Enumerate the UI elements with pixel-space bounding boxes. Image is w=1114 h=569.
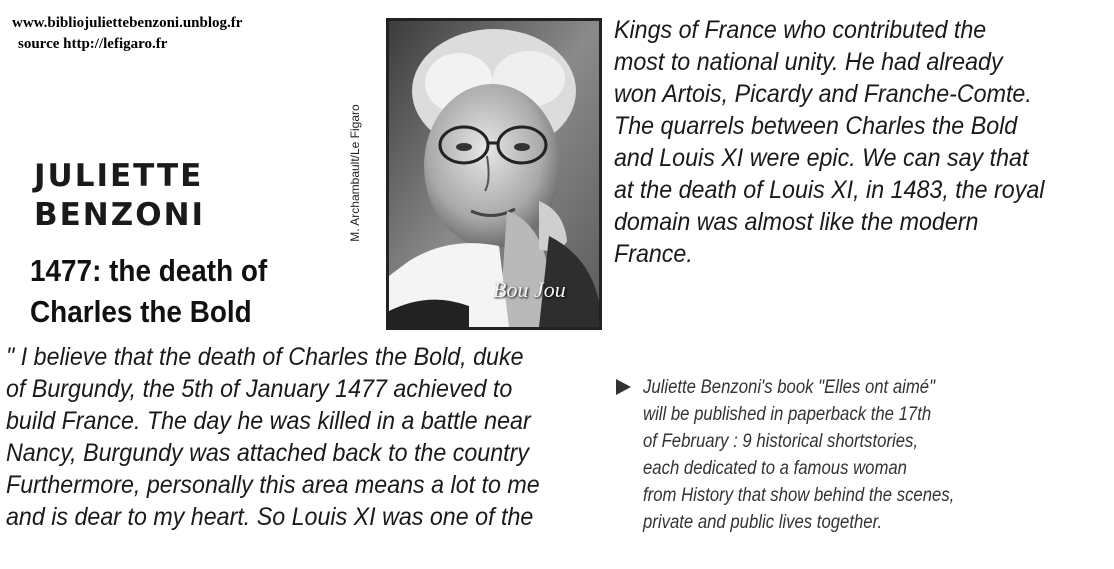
notice-line: each dedicated to a famous woman: [643, 458, 907, 479]
headline-line-1: 1477: the death of: [30, 253, 268, 288]
quote-line: won Artois, Picardy and Franche-Comte.: [614, 80, 1032, 108]
headline-line-2: Charles the Bold: [30, 294, 252, 329]
notice-line: will be published in paperback the 17th: [643, 404, 932, 425]
quote-line: " I believe that the death of Charles the Bold, duke: [6, 343, 524, 371]
quote-line: Kings of France who contributed the: [614, 16, 987, 44]
author-first-name: JULIETTE: [34, 158, 204, 194]
source-website: www.bibliojuliettebenzoni.unblog.fr: [12, 15, 243, 31]
quote-line: Nancy, Burgundy was attached back to the country: [6, 439, 529, 467]
notice-line: from History that show behind the scenes,: [643, 485, 955, 506]
photo-watermark: Bou Jou: [493, 277, 566, 302]
photo-credit: M. Archambault/Le Figaro: [348, 104, 362, 242]
quote-start: [6, 341, 540, 533]
author-last-name: BENZONI: [34, 197, 206, 233]
quote-line: of Burgundy, the 5th of January 1477 achieved to: [6, 375, 513, 403]
notice-line: private and public lives together.: [643, 512, 883, 533]
quote-line: at the death of Louis XI, in 1483, the royal: [614, 176, 1045, 204]
quote-line: domain was almost like the modern: [614, 208, 979, 236]
play-arrow-icon: [616, 379, 631, 395]
quote-continued: [614, 14, 1044, 270]
author-photo: [386, 18, 602, 330]
quote-line: France.: [614, 240, 693, 268]
quote-line: build France. The day he was killed in a battle near: [6, 407, 531, 435]
quote-line: Furthermore, personally this area means a lot to me: [6, 471, 540, 499]
quote-line: The quarrels between Charles the Bold: [614, 112, 1018, 140]
notice-line: of February : 9 historical shortstories,: [643, 431, 919, 452]
quote-line: and is dear to my heart. So Louis XI was one of the: [6, 503, 534, 531]
notice-line: Juliette Benzoni's book "Elles ont aimé": [643, 377, 936, 398]
quote-line: and Louis XI were epic. We can say that: [614, 144, 1029, 172]
source-credit: source http://lefigaro.fr: [18, 36, 168, 52]
quote-line: most to national unity. He had already: [614, 48, 1003, 76]
